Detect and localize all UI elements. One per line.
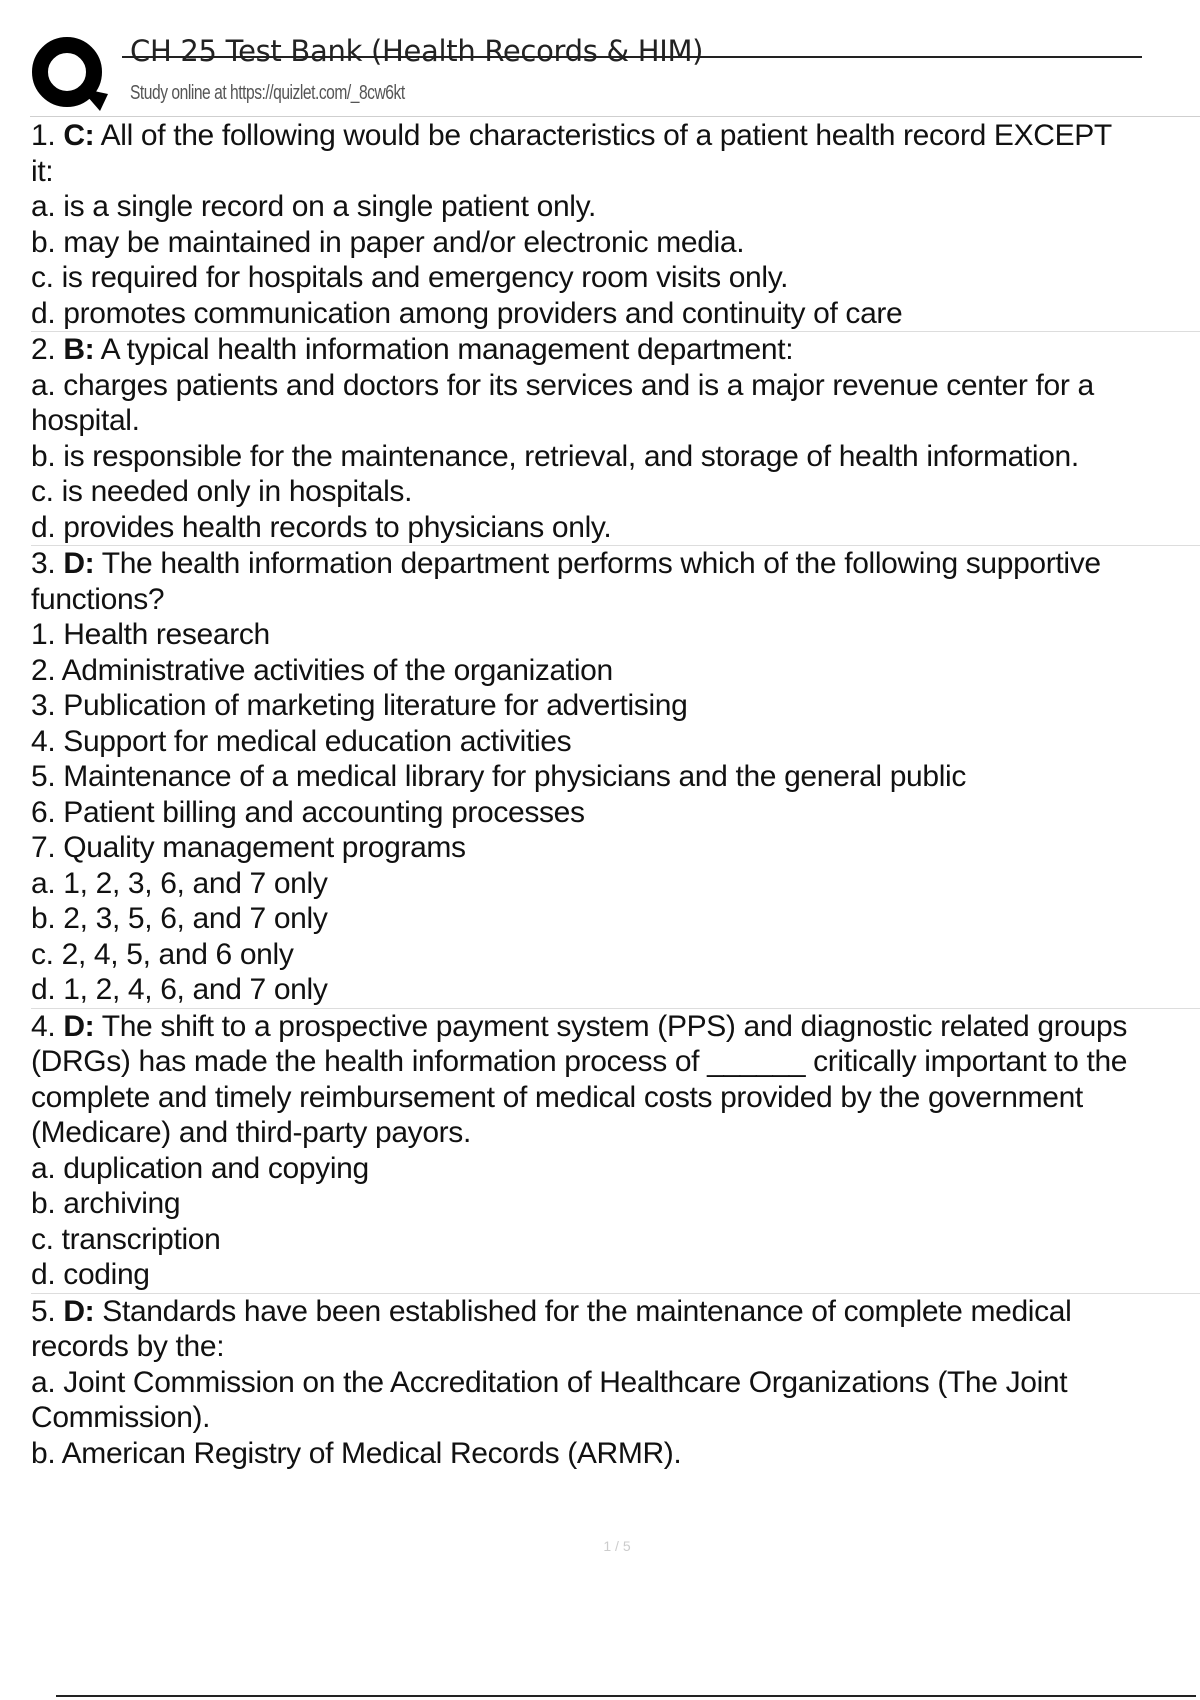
question-block <box>31 545 1200 1008</box>
page-number: 1 / 5 <box>603 1538 631 1554</box>
question-stem-line <box>31 1329 1200 1365</box>
answer-key: D: <box>63 547 95 580</box>
answer-key: B: <box>63 333 95 366</box>
answer-option: d. coding <box>31 1258 150 1291</box>
question-number: 3. <box>31 547 56 580</box>
answer-option: a. 1, 2, 3, 6, and 7 only <box>31 866 328 900</box>
question-stem-line <box>31 1009 1200 1045</box>
question-stem-text: The shift to a prospective payment system (PPS) and diagnostic related groups <box>101 1009 1127 1043</box>
answer-option: b. 2, 3, 5, 6, and 7 only <box>31 902 328 935</box>
footer-divider <box>56 1695 1196 1697</box>
answer-key: C: <box>63 119 95 152</box>
question-stem-line <box>31 1294 1200 1330</box>
quizlet-logo-icon <box>30 34 112 114</box>
answer-option: 6. Patient billing and accounting processes <box>31 795 585 829</box>
question-number: 1. <box>31 119 56 152</box>
answer-key: D: <box>63 1009 95 1043</box>
question-stem-line <box>31 154 1200 190</box>
question-stem-line <box>31 1044 1200 1080</box>
answer-option: b. may be maintained in paper and/or electronic media. <box>31 225 745 259</box>
answer-option: hospital. <box>31 404 140 437</box>
answer-key: D: <box>63 1294 95 1328</box>
question-stem-line <box>31 546 1200 582</box>
answer-option: a. is a single record on a single patient only. <box>31 190 597 223</box>
answer-option: a. Joint Commission on the Accreditation of Healthcare Organizations (The Joint <box>31 1365 1068 1399</box>
answer-option: b. is responsible for the maintenance, retrieval, and storage of health information. <box>31 439 1079 473</box>
question-stem-text: All of the following would be characteristics of a patient health record EXCEPT <box>100 119 1112 152</box>
question-number: 5. <box>31 1294 56 1328</box>
answer-option: Commission). <box>31 1401 211 1434</box>
question-number: 4. <box>31 1009 56 1043</box>
question-stem-line <box>31 332 1200 368</box>
question-stem-text: functions? <box>31 582 165 616</box>
question-stem-text: records by the: <box>31 1330 225 1363</box>
answer-option: c. 2, 4, 5, and 6 only <box>31 937 294 971</box>
answer-option: a. duplication and copying <box>31 1151 369 1185</box>
answer-option: 4. Support for medical education activities <box>31 724 572 758</box>
answer-option: c. is required for hospitals and emergency room visits only. <box>31 261 789 294</box>
answer-option: c. is needed only in hospitals. <box>31 475 413 508</box>
document-title: CH 25 Test Bank (Health Records & HIM) <box>130 34 704 68</box>
question-block <box>31 118 1200 331</box>
answer-option: 1. Health research <box>31 618 270 651</box>
answer-option: d. 1, 2, 4, 6, and 7 only <box>31 973 328 1006</box>
question-stem-text: (DRGs) has made the health information process of ______ critically important to the <box>31 1045 1128 1078</box>
question-stem-text: complete and timely reimbursement of medical costs provided by the government <box>31 1080 1083 1114</box>
question-stem-text: Standards have been established for the maintenance of complete medical <box>102 1294 1072 1328</box>
answer-option: 7. Quality management programs <box>31 831 466 864</box>
question-stem-text: it: <box>31 154 54 188</box>
answer-option: 5. Maintenance of a medical library for physicians and the general public <box>31 760 966 793</box>
question-stem-line <box>31 582 1200 618</box>
answer-option: b. American Registry of Medical Records (ARMR). <box>31 1436 682 1470</box>
question-stem-line <box>31 1080 1200 1116</box>
title-strike-rule <box>122 56 1142 58</box>
question-block <box>31 331 1200 545</box>
answer-option: d. promotes communication among providers and continuity of care <box>31 296 903 330</box>
answer-option: b. archiving <box>31 1187 181 1220</box>
answer-option: a. charges patients and doctors for its services and is a major revenue center for a <box>31 368 1094 402</box>
header-divider <box>30 116 1200 117</box>
answer-option: c. transcription <box>31 1222 221 1256</box>
question-number: 2. <box>31 333 56 366</box>
question-block <box>31 1293 1200 1472</box>
question-stem-line <box>31 1115 1200 1151</box>
quizlet-logo <box>30 34 112 114</box>
answer-option: 2. Administrative activities of the organization <box>31 653 613 687</box>
question-stem-line <box>31 118 1200 154</box>
question-stem-text: (Medicare) and third-party payors. <box>31 1116 471 1149</box>
answer-option: 3. Publication of marketing literature for advertising <box>31 689 688 722</box>
question-stem-text: A typical health information management department: <box>100 333 794 366</box>
question-list <box>31 118 1200 1471</box>
answer-option: d. provides health records to physicians only. <box>31 510 612 544</box>
study-online-link[interactable]: Study online at https://quizlet.com/_8cw6kt <box>130 82 405 104</box>
question-block <box>31 1008 1200 1293</box>
question-stem-text: The health information department performs which of the following supportive <box>101 547 1101 580</box>
